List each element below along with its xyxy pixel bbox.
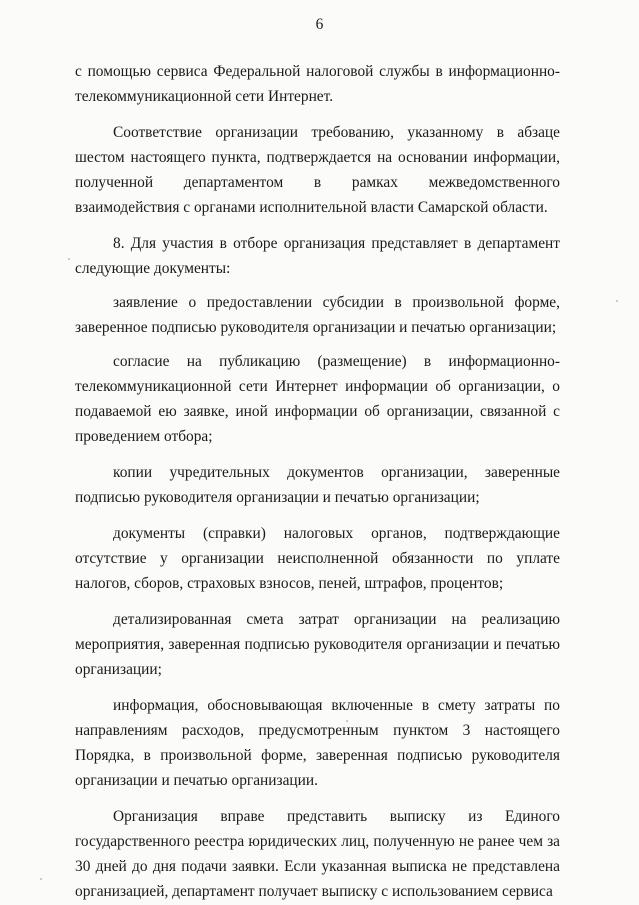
page-number: 6 <box>315 16 324 33</box>
scan-speck <box>40 878 42 880</box>
scan-speck <box>616 300 618 302</box>
paragraph-publication-consent: согласие на публикацию (размещение) в информационно-телекоммуникационной сети Интернет информации об организации, о подаваемой ею заявке, иной информации об организации, связанной с проведением отбора; <box>75 353 560 445</box>
document-body <box>75 59 560 904</box>
paragraph-cost-justification: информация, обосновывающая включенные в смету затраты по направлениям расходов, предусмотренным пунктом 3 настоящего Порядка, в произвольной форме, заверенная подписью руководителя организации и печатью организации. <box>75 697 560 789</box>
paragraph-compliance-confirmation: Соответствие организации требованию, указанному в абзаце шестом настоящего пункта, подтверждается на основании информации, полученной департаментом в рамках межведомственного взаимодействия с органами исполнительной власти Самарской области. <box>75 124 560 216</box>
scan-speck <box>346 720 348 722</box>
paragraph-cost-estimate: детализированная смета затрат организации на реализацию мероприятия, заверенная подписью руководителя организации и печатью организации; <box>75 611 560 678</box>
paragraph-founding-documents: копии учредительных документов организации, заверенные подписью руководителя организации и печатью организации; <box>75 464 560 506</box>
paragraph-continuation: с помощью сервиса Федеральной налоговой службы в информационно-телекоммуникационной сети Интернет. <box>75 63 560 105</box>
paragraph-registry-extract: Организация вправе представить выписку из Единого государственного реестра юридических лиц, полученную не ранее чем за 30 дней до дня подачи заявки. Если указанная выписка не представлена организацией, департамент получает выписку с использованием сервиса <box>75 808 560 900</box>
scan-speck <box>68 258 70 260</box>
paragraph-item-8-intro: 8. Для участия в отборе организация представляет в департамент следующие документы: <box>75 235 560 277</box>
paragraph-tax-certificates: документы (справки) налоговых органов, подтверждающие отсутствие у организации неисполненной обязанности по уплате налогов, сборов, страховых взносов, пеней, штрафов, процентов; <box>75 525 560 592</box>
paragraph-subsidy-application: заявление о предоставлении субсидии в произвольной форме, заверенное подписью руководителя организации и печатью организации; <box>75 294 560 336</box>
